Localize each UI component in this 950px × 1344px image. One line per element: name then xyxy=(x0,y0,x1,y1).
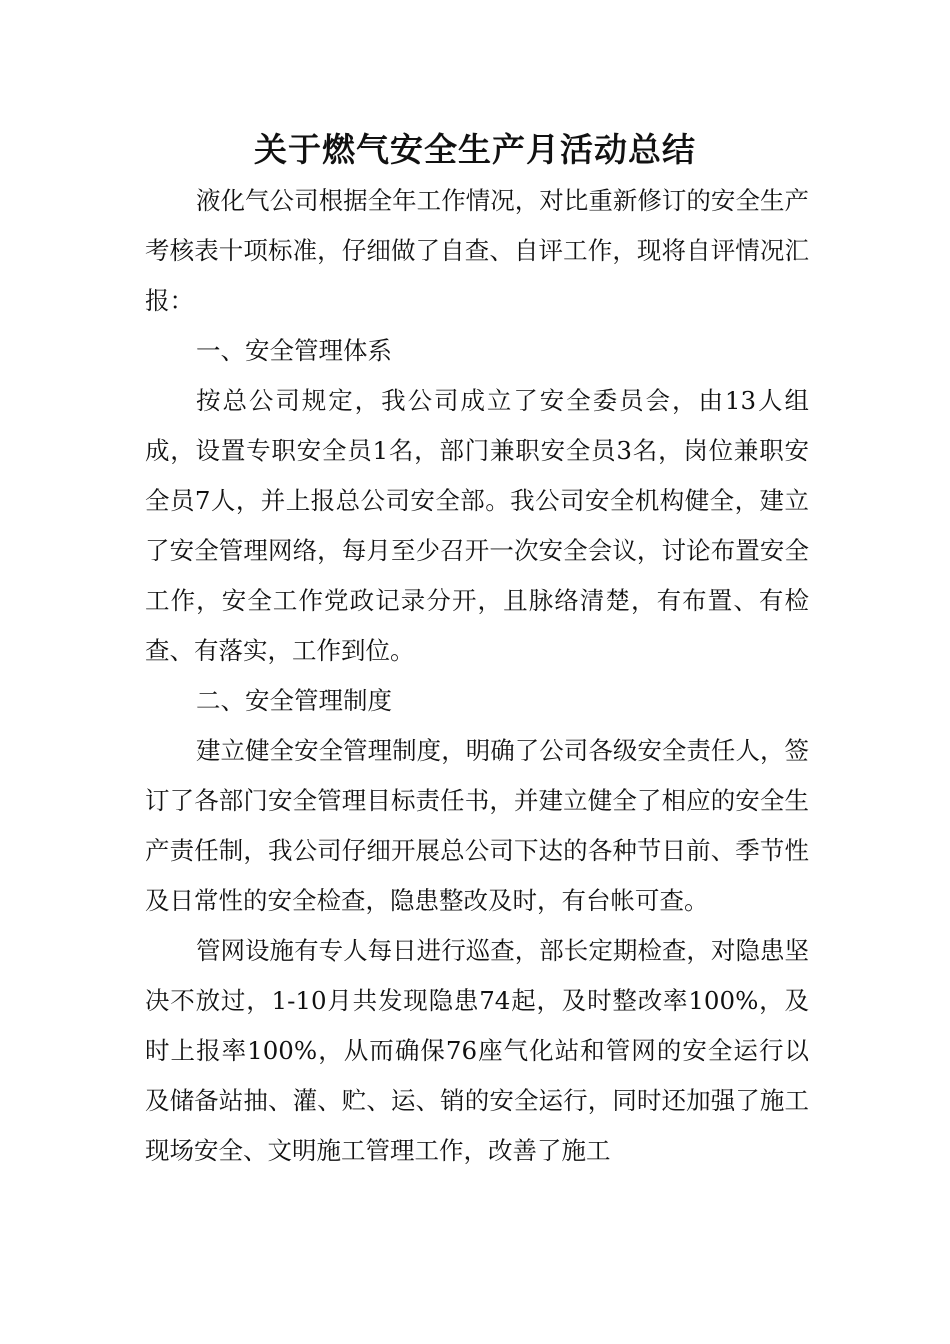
section-heading-2: 二、安全管理制度 xyxy=(196,686,392,715)
section-1-paragraph: 按总公司规定，我公司成立了安全委员会，由13人组成，设置专职安全员1名，部门兼职安全员3名，岗位兼职安全员7人，并上报总公司安全部。我公司安全机构健全，建立了安全管理网络，每月至少召开一次安全会议，讨论布置安全工作，安全工作党政记录分开，且脉络清楚，有布置、有检查、有落实，工作到位。 xyxy=(145,386,809,665)
section-2-paragraph-1: 建立健全安全管理制度，明确了公司各级安全责任人，签订了各部门安全管理目标责任书，并建立健全了相应的安全生产责任制，我公司仔细开展总公司下达的各种节日前、季节性及日常性的安全检查，隐患整改及时，有台帐可查。 xyxy=(145,736,809,915)
document-title: 关于燃气安全生产月活动总结 xyxy=(254,130,696,169)
intro-paragraph: 液化气公司根据全年工作情况，对比重新修订的安全生产考核表十项标准，仔细做了自查、自评工作，现将自评情况汇报： xyxy=(145,186,809,315)
document-body xyxy=(145,176,809,1176)
section-2-paragraph-2: 管网设施有专人每日进行巡查，部长定期检查，对隐患坚决不放过，1-10月共发现隐患74起，及时整改率100%，及时上报率100%，从而确保76座气化站和管网的安全运行以及储备站抽、灌、贮、运、销的安全运行，同时还加强了施工现场安全、文明施工管理工作，改善了施工 xyxy=(145,936,809,1165)
section-heading-1: 一、安全管理体系 xyxy=(196,336,392,365)
